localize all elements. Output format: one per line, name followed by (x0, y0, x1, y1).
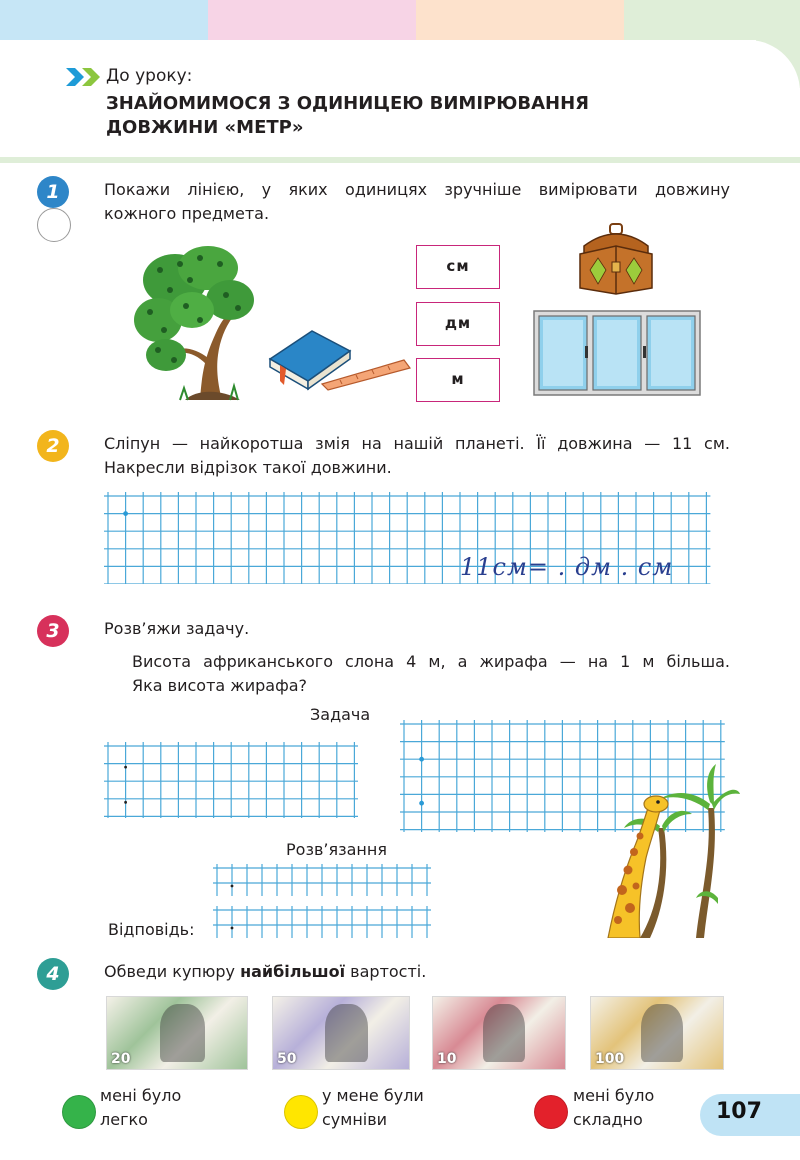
unit-box-cm[interactable]: см (416, 245, 500, 289)
portrait-icon (325, 1004, 369, 1062)
band-peach (416, 0, 624, 40)
unit-box-dm[interactable]: дм (416, 302, 500, 346)
window-picture[interactable] (533, 310, 701, 396)
banknote-100[interactable] (590, 996, 724, 1070)
label-solution: Розв’язання (286, 840, 387, 859)
assessment-hard-line2: складно (573, 1110, 643, 1129)
assessment-easy-line1: мені було (100, 1086, 182, 1105)
task-number-2: 2 (37, 430, 69, 462)
task-number-4: 4 (37, 958, 69, 990)
banknote-50[interactable] (272, 996, 410, 1070)
banknote-value: 100 (595, 1051, 625, 1067)
assessment-doubt (322, 1084, 424, 1132)
band-blue (0, 0, 208, 40)
double-chevron-icon (66, 68, 104, 86)
banknote-value: 50 (277, 1051, 297, 1067)
banknote-20[interactable] (106, 996, 248, 1070)
assessment-doubt-line2: сумніви (322, 1110, 388, 1129)
ruler-picture[interactable] (320, 356, 412, 392)
task1-text-line2: кожного предмета. (104, 204, 270, 223)
task3-heading: Розв’яжи задачу. (104, 619, 250, 638)
lesson-lead: До уроку: (106, 66, 193, 86)
task-number-3: 3 (37, 615, 69, 647)
answer-grid[interactable] (213, 906, 463, 938)
task4-prompt-start: Обведи купюру (104, 962, 241, 981)
chest-picture[interactable] (576, 222, 656, 296)
task2-text-line2: Накресли відрізок такої довжини. (104, 458, 392, 477)
green-circle-icon[interactable] (62, 1095, 96, 1129)
task2-text-line1: Сліпун — найкоротша змія на нашій планеті. Її довжина — 11 см. (104, 434, 730, 453)
task4-prompt-bold: найбільшої (240, 962, 346, 981)
portrait-icon (483, 1004, 525, 1062)
task4-prompt-end: вартості. (345, 962, 427, 981)
task3-problem-line2: Яка висота жирафа? (132, 676, 308, 695)
task3-problem-line1: Висота африканського слона 4 м, а жирафа — на 1 м більша. (132, 652, 730, 671)
task1-text-line1: Покажи лінією, у яких одиницях зручніше вимірювати довжину (104, 180, 730, 199)
handwriting-conversion: 11см= . дм . см (460, 553, 674, 581)
banknote-10[interactable] (432, 996, 566, 1070)
assessment-doubt-line1: у мене були (322, 1086, 424, 1105)
task-number-1: 1 (37, 176, 69, 208)
task4-prompt (104, 960, 426, 984)
tree-picture[interactable] (130, 240, 260, 410)
lesson-title: ЗНАЙОМИМОСЯ З ОДИНИЦЕЮ ВИМІРЮВАННЯ ДОВЖИНИ «МЕТР» (106, 93, 590, 138)
giraffe-picture (600, 748, 740, 938)
answer-circle[interactable] (37, 208, 71, 242)
band-pink (208, 0, 416, 40)
problem-grid[interactable] (104, 742, 358, 818)
assessment-easy (100, 1084, 181, 1132)
band-green (624, 0, 800, 40)
assessment-hard (573, 1084, 654, 1132)
banknote-value: 10 (437, 1051, 457, 1067)
portrait-icon (160, 1004, 205, 1062)
page-number: 107 (716, 1099, 762, 1124)
yellow-circle-icon[interactable] (284, 1095, 318, 1129)
red-circle-icon[interactable] (534, 1095, 568, 1129)
banknote-value: 20 (111, 1051, 131, 1067)
label-problem: Задача (310, 705, 371, 724)
solution-grid[interactable] (213, 864, 463, 896)
header-divider (0, 157, 800, 163)
portrait-icon (641, 1004, 683, 1062)
label-answer: Відповідь: (108, 920, 195, 939)
assessment-hard-line1: мені було (573, 1086, 655, 1105)
unit-box-m[interactable]: м (416, 358, 500, 402)
assessment-easy-line2: легко (100, 1110, 148, 1129)
